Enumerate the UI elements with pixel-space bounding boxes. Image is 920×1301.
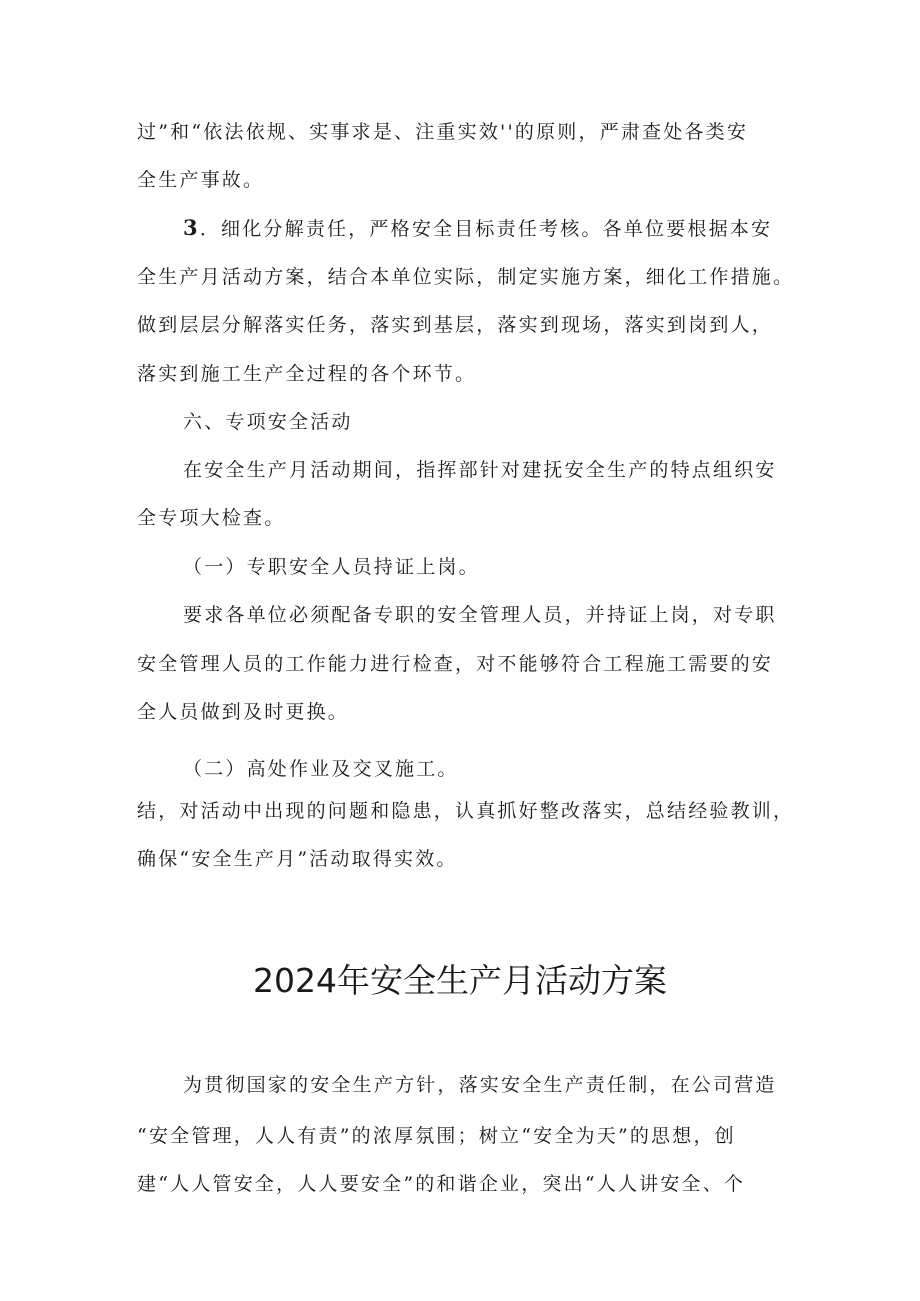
- subsection-1-line-2: 安全管理人员的工作能力进行检查，对不能够符合工程施工需要的安: [137, 653, 774, 675]
- item-3-line-3: 做到层层分解落实任务，落实到基层，落实到现场，落实到岗到人，: [137, 314, 774, 336]
- closing-line-1: 结，对活动中出现的问题和隐患，认真抓好整改落实，总结经验教训，: [137, 800, 795, 822]
- item-3-line-2: 全生产月活动方案，结合本单位实际，制定实施方案，细化工作措施。: [137, 266, 795, 288]
- subsection-1-line-1: 要求各单位必须配备专职的安全管理人员，并持证上岗，对专职: [183, 604, 777, 626]
- subsection-1-line-3: 全人员做到及时更换。: [137, 701, 350, 723]
- subsection-2-heading: （二）高处作业及交叉施工。: [183, 758, 459, 780]
- continuation-line-1: 过”和“依法依规、实事求是、注重实效''的原则，严肃查处各类安: [137, 121, 749, 143]
- intro-line-3: 建“人人管安全，人人要安全”的和谐企业，突出“人人讲安全、个: [137, 1173, 746, 1195]
- item-3-text: ．细化分解责任，严格安全目标责任考核。各单位要根据本安: [199, 218, 773, 240]
- section-6-intro-line-2: 全专项大检查。: [137, 507, 286, 529]
- closing-line-2: 确保“安全生产月”活动取得实效。: [137, 848, 458, 870]
- continuation-line-2: 全生产事故。: [137, 169, 265, 191]
- item-3-line-1: [183, 216, 772, 241]
- intro-line-1: 为贯彻国家的安全生产方针，落实安全生产责任制，在公司营造: [183, 1074, 777, 1096]
- intro-line-2: “安全管理，人人有责”的浓厚氛围；树立“安全为天”的思想，创: [137, 1125, 736, 1147]
- item-3-line-4: 落实到施工生产全过程的各个环节。: [137, 363, 477, 385]
- subsection-1-heading: （一）专职安全人员持证上岗。: [183, 556, 480, 578]
- item-3-number: 3: [183, 215, 200, 240]
- section-6-heading: 六、专项安全活动: [183, 411, 353, 433]
- section-6-intro-line-1: 在安全生产月活动期间，指挥部针对建抚安全生产的特点组织安: [183, 459, 777, 481]
- document-title: 2024年安全生产月活动方案: [253, 961, 667, 1000]
